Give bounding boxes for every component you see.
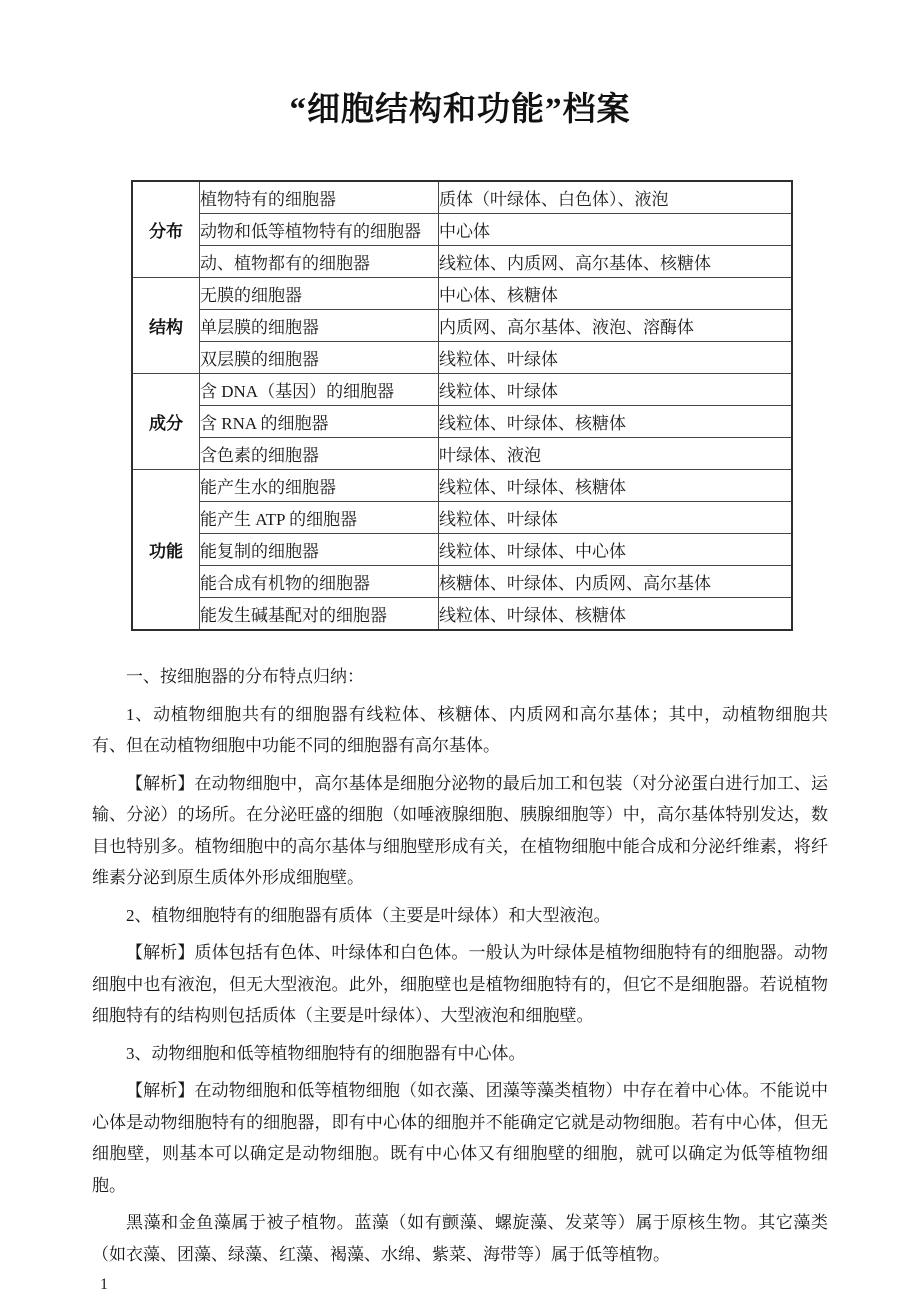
organelle-summary-table: [131, 180, 793, 631]
organelles-cell: 线粒体、叶绿体: [439, 342, 793, 374]
paragraph-3: 2、植物细胞特有的细胞器有质体（主要是叶绿体）和大型液泡。: [126, 905, 611, 925]
feature-cell: 含 RNA 的细胞器: [200, 406, 439, 438]
category-cell-distribution: 分布: [132, 181, 200, 278]
table-row: [132, 310, 792, 342]
feature-cell: 动、植物都有的细胞器: [200, 246, 439, 278]
feature-cell: 能复制的细胞器: [200, 534, 439, 566]
table-row: [132, 566, 792, 598]
table-row: [132, 374, 792, 406]
organelles-cell: 中心体: [439, 214, 793, 246]
body-text: [92, 661, 828, 1270]
table-row: [132, 278, 792, 310]
paragraph-6-analysis: 【解析】在动物细胞和低等植物细胞（如衣藻、团藻等藻类植物）中存在着中心体。不能说中心体是动物细胞特有的细胞器，即有中心体的细胞并不能确定它就是动物细胞。若有中心体，但无细胞壁，则基本可以确定是动物细胞。既有中心体又有细胞壁的细胞，就可以确定为低等植物细胞。: [92, 1081, 828, 1195]
feature-cell: 含色素的细胞器: [200, 438, 439, 470]
organelles-cell: 线粒体、叶绿体、核糖体: [439, 470, 793, 502]
organelles-cell: 线粒体、叶绿体: [439, 374, 793, 406]
page-number: 1: [100, 1276, 108, 1293]
paragraph-2-analysis: 【解析】在动物细胞中，高尔基体是细胞分泌物的最后加工和包装（对分泌蛋白进行加工、运输、分泌）的场所。在分泌旺盛的细胞（如唾液腺细胞、胰腺细胞等）中，高尔基体特别发达，数目也特别多。植物细胞中的高尔基体与细胞壁形成有关，在植物细胞中能合成和分泌纤维素，将纤维素分泌到原生质体外形成细胞壁。: [92, 773, 828, 887]
category-cell-function: 功能: [132, 470, 200, 631]
feature-cell: 能产生 ATP 的细胞器: [200, 502, 439, 534]
organelles-cell: 内质网、高尔基体、液泡、溶酶体: [439, 310, 793, 342]
feature-cell: 能发生碱基配对的细胞器: [200, 598, 439, 631]
table-row: [132, 342, 792, 374]
table-row: [132, 534, 792, 566]
feature-cell: 能产生水的细胞器: [200, 470, 439, 502]
table-row: [132, 598, 792, 631]
organelles-cell: 质体（叶绿体、白色体）、液泡: [439, 181, 793, 214]
organelles-cell: 核糖体、叶绿体、内质网、高尔基体: [439, 566, 793, 598]
table-row: [132, 246, 792, 278]
paragraph-5: 3、动物细胞和低等植物细胞特有的细胞器有中心体。: [126, 1043, 526, 1063]
paragraph-7: 黑藻和金鱼藻属于被子植物。蓝藻（如有颤藻、螺旋藻、发菜等）属于原核生物。其它藻类（如衣藻、团藻、绿藻、红藻、褐藻、水绵、紫菜、海带等）属于低等植物。: [92, 1213, 828, 1264]
table-row: [132, 181, 792, 214]
table-row: [132, 438, 792, 470]
feature-cell: 无膜的细胞器: [200, 278, 439, 310]
feature-cell: 双层膜的细胞器: [200, 342, 439, 374]
feature-cell: 能合成有机物的细胞器: [200, 566, 439, 598]
feature-cell: 含 DNA（基因）的细胞器: [200, 374, 439, 406]
category-cell-structure: 结构: [132, 278, 200, 374]
category-cell-composition: 成分: [132, 374, 200, 470]
table-row: [132, 470, 792, 502]
organelles-cell: 线粒体、叶绿体、中心体: [439, 534, 793, 566]
document-title: “细胞结构和功能”档案: [289, 92, 631, 128]
feature-cell: 动物和低等植物特有的细胞器: [200, 214, 439, 246]
organelles-cell: 叶绿体、液泡: [439, 438, 793, 470]
organelles-cell: 线粒体、内质网、高尔基体、核糖体: [439, 246, 793, 278]
paragraph-1: 1、动植物细胞共有的细胞器有线粒体、核糖体、内质网和高尔基体；其中，动植物细胞共有、但在动植物细胞中功能不同的细胞器有高尔基体。: [92, 704, 828, 755]
organelles-cell: 线粒体、叶绿体: [439, 502, 793, 534]
section-heading: 一、按细胞器的分布特点归纳：: [126, 667, 364, 686]
table-row: [132, 214, 792, 246]
paragraph-4-analysis: 【解析】质体包括有色体、叶绿体和白色体。一般认为叶绿体是植物细胞特有的细胞器。动物细胞中也有液泡，但无大型液泡。此外，细胞壁也是植物细胞特有的，但它不是细胞器。若说植物细胞特有的结构则包括质体（主要是叶绿体）、大型液泡和细胞壁。: [92, 943, 828, 1025]
table-row: [132, 406, 792, 438]
feature-cell: 单层膜的细胞器: [200, 310, 439, 342]
organelles-cell: 线粒体、叶绿体、核糖体: [439, 598, 793, 631]
feature-cell: 植物特有的细胞器: [200, 181, 439, 214]
organelles-cell: 中心体、核糖体: [439, 278, 793, 310]
table-row: [132, 502, 792, 534]
organelles-cell: 线粒体、叶绿体、核糖体: [439, 406, 793, 438]
